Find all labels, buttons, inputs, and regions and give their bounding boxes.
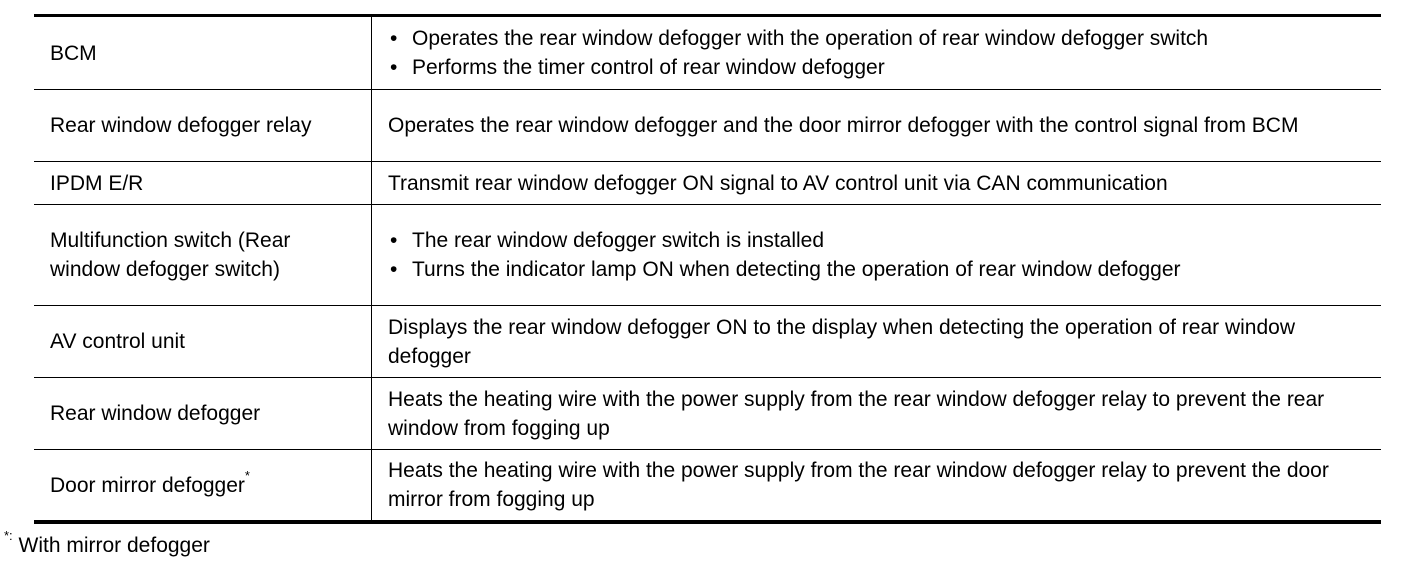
component-cell xyxy=(34,90,372,161)
table-row xyxy=(34,449,1381,520)
function-text: Heats the heating wire with the power supply from the rear window defogger relay to prevent the rear window from fogging up xyxy=(388,387,1325,440)
component-name xyxy=(50,467,250,500)
component-cell xyxy=(34,205,372,305)
component-name: AV control unit xyxy=(50,330,186,353)
function-cell xyxy=(372,17,1381,89)
function-bullet: • The rear window defogger switch is installed xyxy=(388,226,1371,255)
function-text: Operates the rear window defogger and the door mirror defogger with the control signal from BCM xyxy=(388,114,1299,137)
table-row xyxy=(34,161,1381,204)
component-cell xyxy=(34,17,372,89)
function-bullet-list xyxy=(388,24,1371,82)
component-name: IPDM E/R xyxy=(50,171,144,195)
footnote-text: With mirror defogger xyxy=(18,534,210,557)
table-row xyxy=(34,305,1381,377)
footnote-marker: * xyxy=(244,467,250,483)
component-name: Rear window defogger relay xyxy=(50,114,312,137)
component-name-text: Door mirror defogger xyxy=(50,473,245,497)
function-text: Transmit rear window defogger ON signal to AV control unit via CAN communication xyxy=(388,171,1168,195)
function-cell xyxy=(372,205,1381,305)
table-row xyxy=(34,17,1381,89)
component-name: Multifunction switch (Rear window defogger switch) xyxy=(50,229,291,281)
table-row xyxy=(34,377,1381,449)
function-cell xyxy=(372,450,1381,520)
component-function-table xyxy=(34,14,1381,524)
component-cell xyxy=(34,378,372,449)
function-bullet-list xyxy=(388,226,1371,284)
function-cell xyxy=(372,162,1381,204)
function-cell xyxy=(372,90,1381,161)
function-bullet: • Operates the rear window defogger with the operation of rear window defogger switch xyxy=(388,24,1371,53)
table-row xyxy=(34,204,1381,305)
component-cell xyxy=(34,450,372,520)
footnote-mark: *: xyxy=(4,528,13,543)
function-text: Heats the heating wire with the power supply from the rear window defogger relay to prevent the door mirror from fogging up xyxy=(388,459,1329,511)
component-name: Rear window defogger xyxy=(50,402,261,425)
function-bullet: • Turns the indicator lamp ON when detecting the operation of rear window defogger xyxy=(388,255,1371,284)
function-cell xyxy=(372,306,1381,377)
component-name: BCM xyxy=(50,41,97,65)
table-row xyxy=(34,89,1381,161)
footnote xyxy=(4,528,210,560)
function-cell xyxy=(372,378,1381,449)
component-cell xyxy=(34,162,372,204)
function-text: Displays the rear window defogger ON to the display when detecting the operation of rear window defogger xyxy=(388,315,1296,368)
component-cell xyxy=(34,306,372,377)
function-bullet: • Performs the timer control of rear window defogger xyxy=(388,53,1371,82)
